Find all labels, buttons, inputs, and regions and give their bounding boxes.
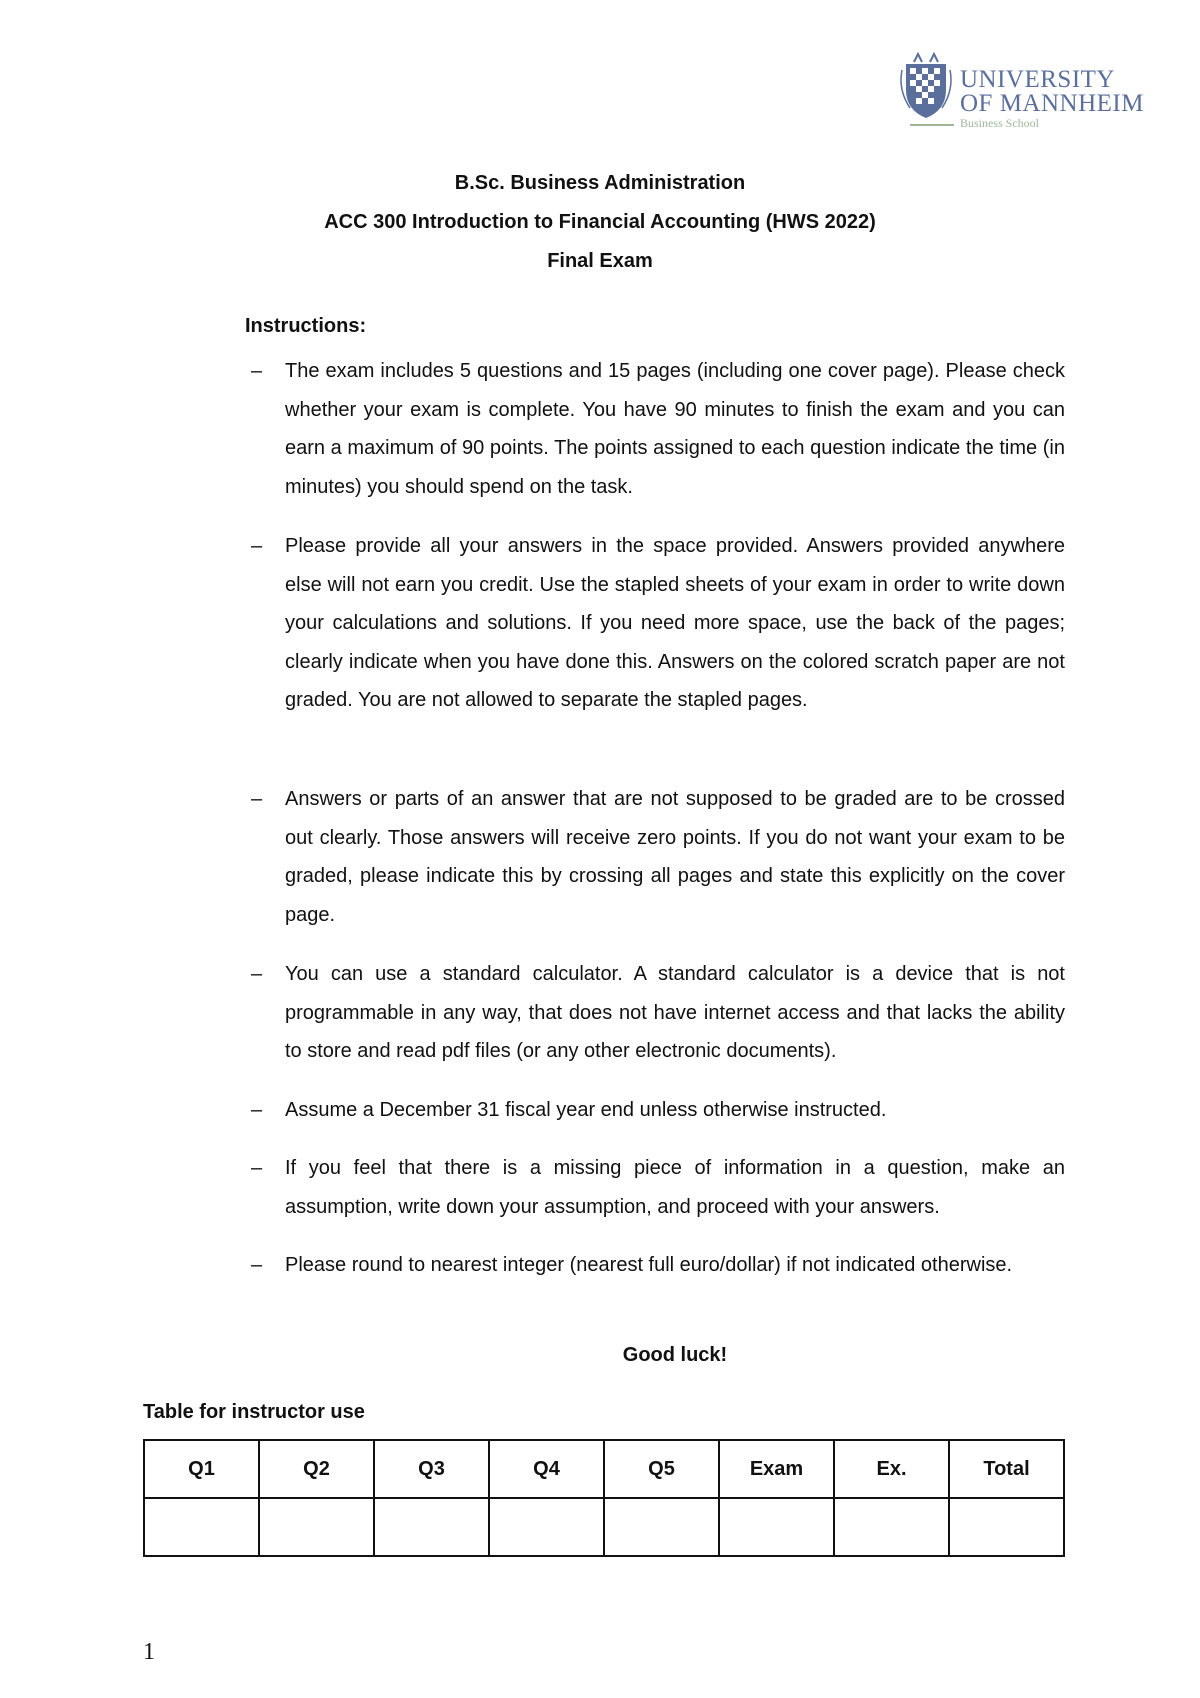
exam-title: Final Exam bbox=[547, 250, 653, 272]
instruction-item bbox=[245, 527, 1065, 720]
bullet-dash: – bbox=[251, 963, 263, 985]
score-entry-row bbox=[144, 1498, 1064, 1556]
logo-line-1: UNIVERSITY bbox=[960, 66, 1115, 93]
program-title: B.Sc. Business Administration bbox=[454, 172, 746, 194]
instruction-text: Answers or parts of an answer that are not supposed to be graded are to be crossed out clearly. Those answers will receive zero points. If you do not want your exam to be graded, please indicate this by crossing all pages and state this explicitly on the cover page. bbox=[285, 788, 1065, 926]
instruction-text: Please provide all your answers in the space provided. Answers provided anywhere else will not earn you credit. Use the stapled sheets of your exam in order to write down your calculations and solutions. If you need more space, use the back of the pages; clearly indicate when you have done this. Answers on the colored scratch paper are not graded. You are not allowed to separate the stapled pages. bbox=[285, 535, 1065, 711]
instruction-text: The exam includes 5 questions and 15 pages (including one cover page). Please check whether your exam is complete. You have 90 minutes to finish the exam and you can earn a maximum of 90 points. The points assigned to each question indicate the time (in minutes) you should spend on the task. bbox=[285, 360, 1065, 498]
instructor-table-title: Table for instructor use bbox=[143, 1401, 365, 1423]
instruction-text: Assume a December 31 fiscal year end unless otherwise instructed. bbox=[285, 1099, 887, 1121]
score-cell-q1 bbox=[144, 1498, 259, 1556]
instruction-item bbox=[245, 352, 1065, 506]
logo-divider bbox=[910, 124, 954, 126]
bullet-dash: – bbox=[251, 1099, 263, 1121]
score-cell-total bbox=[949, 1498, 1064, 1556]
score-cell-ex bbox=[834, 1498, 949, 1556]
instruction-item bbox=[245, 1091, 1065, 1130]
score-header-q1: Q1 bbox=[144, 1440, 259, 1498]
score-cell-exam bbox=[719, 1498, 834, 1556]
university-crest-icon bbox=[896, 50, 956, 120]
instruction-text: Please round to nearest integer (nearest full euro/dollar) if not indicated otherwise. bbox=[285, 1254, 1013, 1276]
instructor-score-table bbox=[143, 1439, 1065, 1557]
logo-line-2: OF MANNHEIM bbox=[960, 90, 1144, 117]
instructions-heading: Instructions: bbox=[245, 315, 367, 337]
score-header-q3: Q3 bbox=[374, 1440, 489, 1498]
logo-wordmark bbox=[960, 68, 1144, 116]
bullet-dash: – bbox=[251, 535, 263, 557]
bullet-dash: – bbox=[251, 360, 263, 382]
page-number: 1 bbox=[143, 1639, 155, 1665]
score-header-row bbox=[144, 1440, 1064, 1498]
instruction-item bbox=[245, 1246, 1065, 1285]
score-header-ex: Ex. bbox=[834, 1440, 949, 1498]
score-header-exam: Exam bbox=[719, 1440, 834, 1498]
closing-text: Good luck! bbox=[622, 1344, 728, 1366]
score-cell-q4 bbox=[489, 1498, 604, 1556]
logo-subtitle: Business School bbox=[960, 116, 1040, 130]
score-cell-q5 bbox=[604, 1498, 719, 1556]
instruction-text: You can use a standard calculator. A standard calculator is a device that is not programmable in any way, that does not have internet access and that lacks the ability to store and read pdf files (or any other electronic documents). bbox=[285, 963, 1065, 1062]
instruction-item bbox=[245, 780, 1065, 934]
score-header-q4: Q4 bbox=[489, 1440, 604, 1498]
instruction-item bbox=[245, 1149, 1065, 1226]
course-title: ACC 300 Introduction to Financial Accounting (HWS 2022) bbox=[324, 211, 876, 233]
instruction-text: If you feel that there is a missing piece of information in a question, make an assumption, write down your assumption, and proceed with your answers. bbox=[285, 1157, 1065, 1218]
score-header-total: Total bbox=[949, 1440, 1064, 1498]
bullet-dash: – bbox=[251, 1254, 263, 1276]
score-cell-q2 bbox=[259, 1498, 374, 1556]
score-header-q2: Q2 bbox=[259, 1440, 374, 1498]
bullet-dash: – bbox=[251, 788, 263, 810]
score-header-q5: Q5 bbox=[604, 1440, 719, 1498]
bullet-dash: – bbox=[251, 1157, 263, 1179]
score-cell-q3 bbox=[374, 1498, 489, 1556]
instruction-item bbox=[245, 955, 1065, 1071]
university-logo bbox=[896, 50, 1171, 135]
